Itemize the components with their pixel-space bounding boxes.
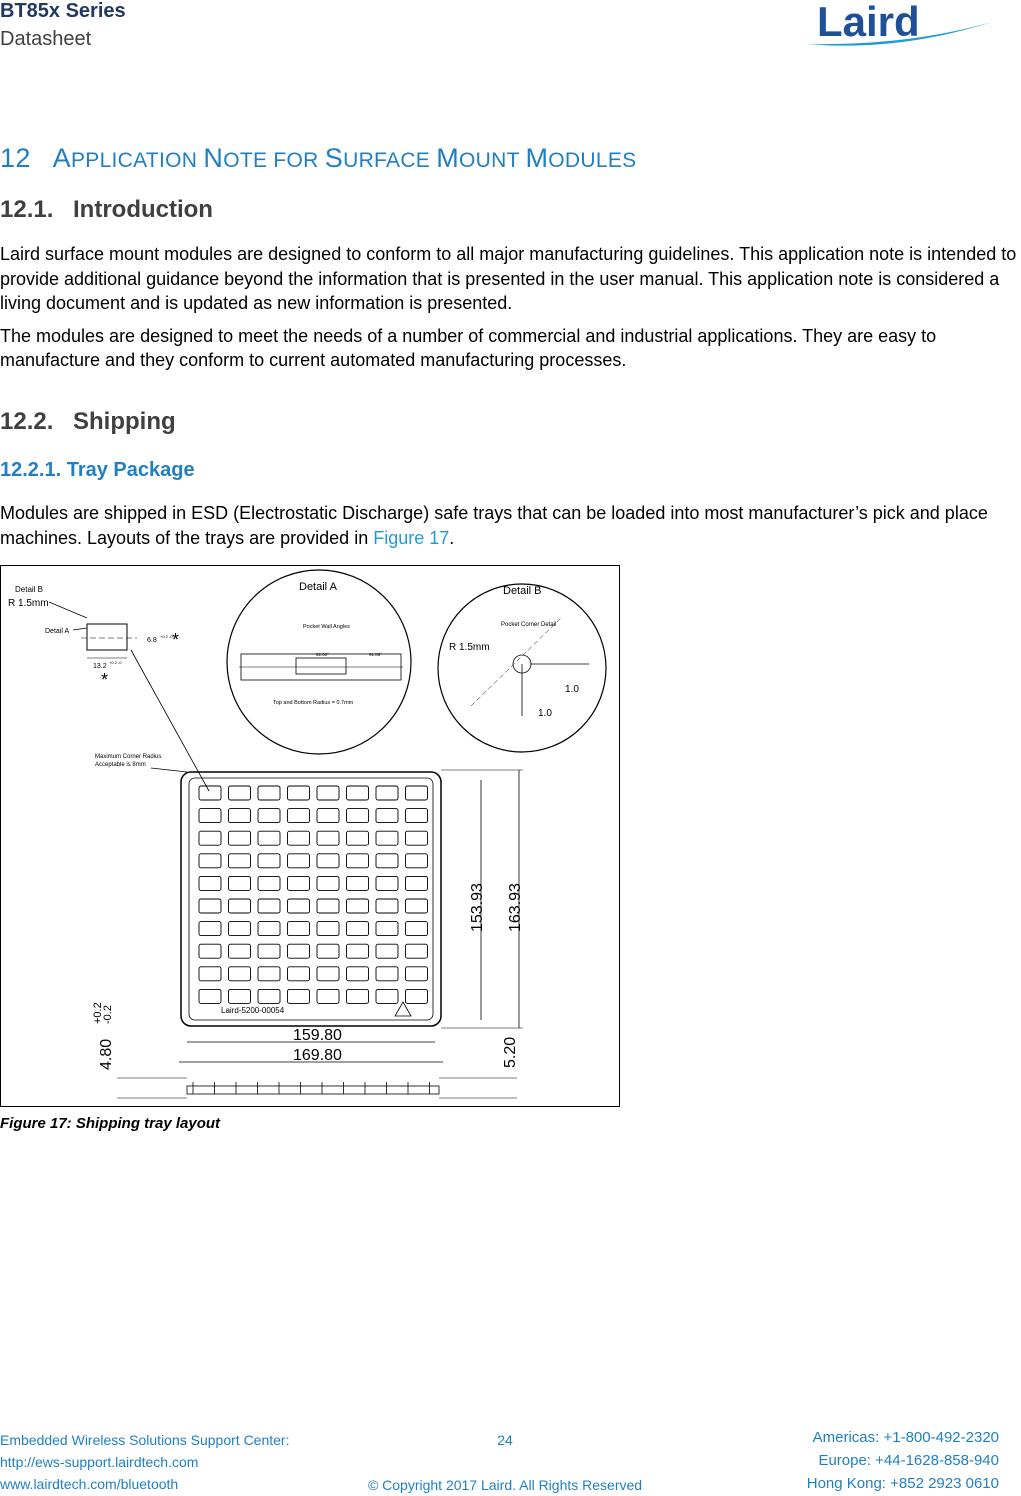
tray-pocket — [376, 967, 398, 981]
tray-pocket — [229, 809, 251, 823]
page-number: 24 — [497, 1432, 513, 1448]
svg-text:+0.2 -0: +0.2 -0 — [160, 634, 173, 639]
footer-support-label: Embedded Wireless Solutions Support Center: — [0, 1432, 290, 1448]
tray-pocket — [406, 944, 428, 958]
tray-pocket — [258, 786, 280, 800]
footer-right — [807, 1426, 999, 1495]
tray-pocket — [376, 809, 398, 823]
tray-pocket — [199, 967, 221, 981]
tray-pocket — [229, 876, 251, 890]
profile-notches — [193, 1082, 430, 1094]
tray-pocket — [347, 854, 369, 868]
intro-paragraph-1: Laird surface mount modules are designed to conform to all major manufacturing guidelines. This application note is intended to provide additional guidance beyond the information that is presented in the user manual. This application note is considered a living document and is updated as new information is presented. — [0, 244, 1017, 313]
dim-163-93: 163.93 — [507, 883, 524, 932]
footer-europe: Europe: +44-1628-858-940 — [818, 1452, 999, 1469]
radius-note: Top and Bottom Radius = 0.7mm — [273, 700, 354, 706]
tray-pocket — [347, 899, 369, 913]
tray-pocket — [229, 967, 251, 981]
tray-pocket — [229, 899, 251, 913]
asterisk-bottom: * — [101, 670, 109, 690]
tray-pocket — [317, 854, 339, 868]
footer-support-url[interactable]: http://ews-support.lairdtech.com — [0, 1454, 199, 1470]
tray-pocket — [347, 809, 369, 823]
tray-pocket — [229, 831, 251, 845]
radius-label: R 1.5mm — [8, 598, 49, 609]
tray-pocket — [376, 989, 398, 1003]
figure-link[interactable]: Figure 17 — [373, 527, 450, 548]
intro-body — [0, 242, 1021, 373]
footer-web-url[interactable]: www.lairdtech.com/bluetooth — [0, 1476, 179, 1492]
tray-pocket — [199, 786, 221, 800]
dim-159-80: 159.80 — [293, 1027, 342, 1044]
shipping-heading: 12.2. Shipping — [0, 408, 176, 435]
tray-pocket — [199, 922, 221, 936]
tray-pocket — [406, 786, 428, 800]
tray-pocket — [376, 876, 398, 890]
tray-pocket — [229, 989, 251, 1003]
tray-pocket — [347, 831, 369, 845]
dim-5-20: 5.20 — [502, 1036, 519, 1068]
tray-pocket — [229, 854, 251, 868]
tray-pocket — [288, 786, 310, 800]
tray-pocket — [376, 922, 398, 936]
tray-pocket — [406, 831, 428, 845]
tray-pocket — [317, 922, 339, 936]
pocket-wall-label: Pocket Wall Angles — [303, 624, 350, 630]
tray-pocket — [258, 876, 280, 890]
pocket-corner-label: Pocket Corner Detail — [501, 622, 557, 628]
tray-pocket — [258, 944, 280, 958]
detail-a-circle — [227, 570, 411, 754]
tray-pockets — [199, 786, 428, 1003]
tray-pocket — [347, 922, 369, 936]
tray-pocket — [258, 831, 280, 845]
shipping-tray-figure — [0, 565, 620, 1107]
tray-part-label: Laird-5200-00054 — [221, 1006, 285, 1015]
tray-pocket — [317, 831, 339, 845]
detail-a-label: Detail A — [45, 628, 70, 635]
intro-paragraph-2: The modules are designed to meet the needs of a number of commercial and industrial applications. They are easy to manufacture and they conform to current automated manufacturing processes. — [0, 325, 937, 370]
tray-pocket — [347, 989, 369, 1003]
dim-153-93: 153.93 — [469, 883, 486, 932]
section-number: 12 — [0, 143, 31, 173]
tray-pocket — [317, 967, 339, 981]
header-series: BT85x Series — [0, 0, 126, 22]
tray-pocket — [317, 989, 339, 1003]
tray-pocket — [288, 899, 310, 913]
tray-pocket — [229, 944, 251, 958]
tray-pocket — [406, 854, 428, 868]
tray-pocket — [317, 899, 339, 913]
max-corner-line-1: Maximum Corner Radius — [95, 754, 162, 760]
laird-logo — [807, 0, 997, 54]
tray-pocket — [317, 876, 339, 890]
dim-169-80: 169.80 — [293, 1047, 342, 1064]
tray-pocket — [199, 809, 221, 823]
svg-text:+0.2 -0: +0.2 -0 — [109, 660, 122, 665]
tray-pocket — [288, 967, 310, 981]
tray-pocket — [229, 922, 251, 936]
tray-pocket — [406, 922, 428, 936]
tray-pocket — [258, 854, 280, 868]
circle-b-title: Detail B — [503, 585, 542, 597]
asterisk-right: * — [172, 630, 180, 650]
tray-pocket — [317, 809, 339, 823]
tray-pocket — [406, 809, 428, 823]
tray-pocket — [376, 899, 398, 913]
dim-1-0-a: 1.0 — [565, 684, 579, 695]
dim-6-8: 6.8 — [147, 637, 157, 644]
tray-pocket — [406, 967, 428, 981]
tray-pocket — [347, 967, 369, 981]
tray-profile — [187, 1086, 439, 1094]
tray-pocket — [199, 854, 221, 868]
tray-pocket — [376, 831, 398, 845]
tray-pocket — [347, 786, 369, 800]
dim-1-0-b: 1.0 — [538, 708, 552, 719]
tray-pocket — [199, 831, 221, 845]
header-doc-type: Datasheet — [0, 28, 92, 50]
tray-pocket — [288, 854, 310, 868]
tray-pocket — [258, 922, 280, 936]
tray-pocket — [199, 899, 221, 913]
logo-text: Laird — [817, 0, 920, 45]
esd-symbol — [395, 1002, 411, 1016]
circle-b-radius: R 1.5mm — [449, 642, 490, 653]
tray-pocket — [317, 786, 339, 800]
tray-pocket — [258, 809, 280, 823]
tray-pocket — [288, 831, 310, 845]
tray-body: Modules are shipped in ESD (Electrostatic Discharge) safe trays that can be loaded into most manufacturer’s pick and place machines. Layouts of the trays are provided in Figure 17. — [0, 503, 988, 548]
tray-heading: 12.2.1. Tray Package — [0, 459, 195, 481]
angle-1: 92.60° — [316, 652, 330, 657]
tray-pocket — [258, 899, 280, 913]
tray-pocket — [199, 876, 221, 890]
footer-hongkong: Hong Kong: +852 2923 0610 — [806, 1475, 999, 1492]
tray-pocket — [376, 854, 398, 868]
tray-pocket — [376, 786, 398, 800]
figure-caption: Figure 17: Shipping tray layout — [0, 1115, 221, 1132]
tray-pocket — [229, 786, 251, 800]
tray-pocket — [288, 989, 310, 1003]
pocket-outline — [87, 624, 127, 650]
footer-left — [0, 1429, 289, 1495]
tray-pocket — [406, 989, 428, 1003]
tray-pocket — [258, 989, 280, 1003]
tray-pocket — [199, 989, 221, 1003]
tray-pocket — [288, 922, 310, 936]
dim-4-80: 4.80 — [98, 1038, 115, 1070]
tray-pocket — [288, 944, 310, 958]
tray-pocket — [288, 876, 310, 890]
tray-pocket — [406, 899, 428, 913]
detail-b-label: Detail B — [15, 585, 44, 594]
tray-pocket — [347, 944, 369, 958]
svg-text:-0.2: -0.2 — [102, 1005, 114, 1024]
tray-pocket — [406, 876, 428, 890]
copyright: © Copyright 2017 Laird. All Rights Reserved — [367, 1477, 643, 1493]
max-corner-line-2: Acceptable is 8mm — [95, 762, 146, 768]
circle-a-title: Detail A — [299, 581, 337, 593]
tray-pocket — [199, 944, 221, 958]
tray-pocket — [376, 944, 398, 958]
svg-text:+0.2: +0.2 — [92, 1002, 104, 1024]
footer-americas: Americas: +1-800-492-2320 — [812, 1429, 999, 1446]
tray-pocket — [317, 944, 339, 958]
angle-2: 91.86° — [369, 652, 383, 657]
dim-13-2: 13.2 — [93, 663, 107, 670]
tray-pocket — [258, 967, 280, 981]
intro-heading: 12.1. Introduction — [0, 196, 213, 223]
tray-pocket — [347, 876, 369, 890]
section-title: 12 APPLICATION NOTE FOR SURFACE MOUNT MODULES — [0, 143, 637, 173]
tray-pocket — [288, 809, 310, 823]
